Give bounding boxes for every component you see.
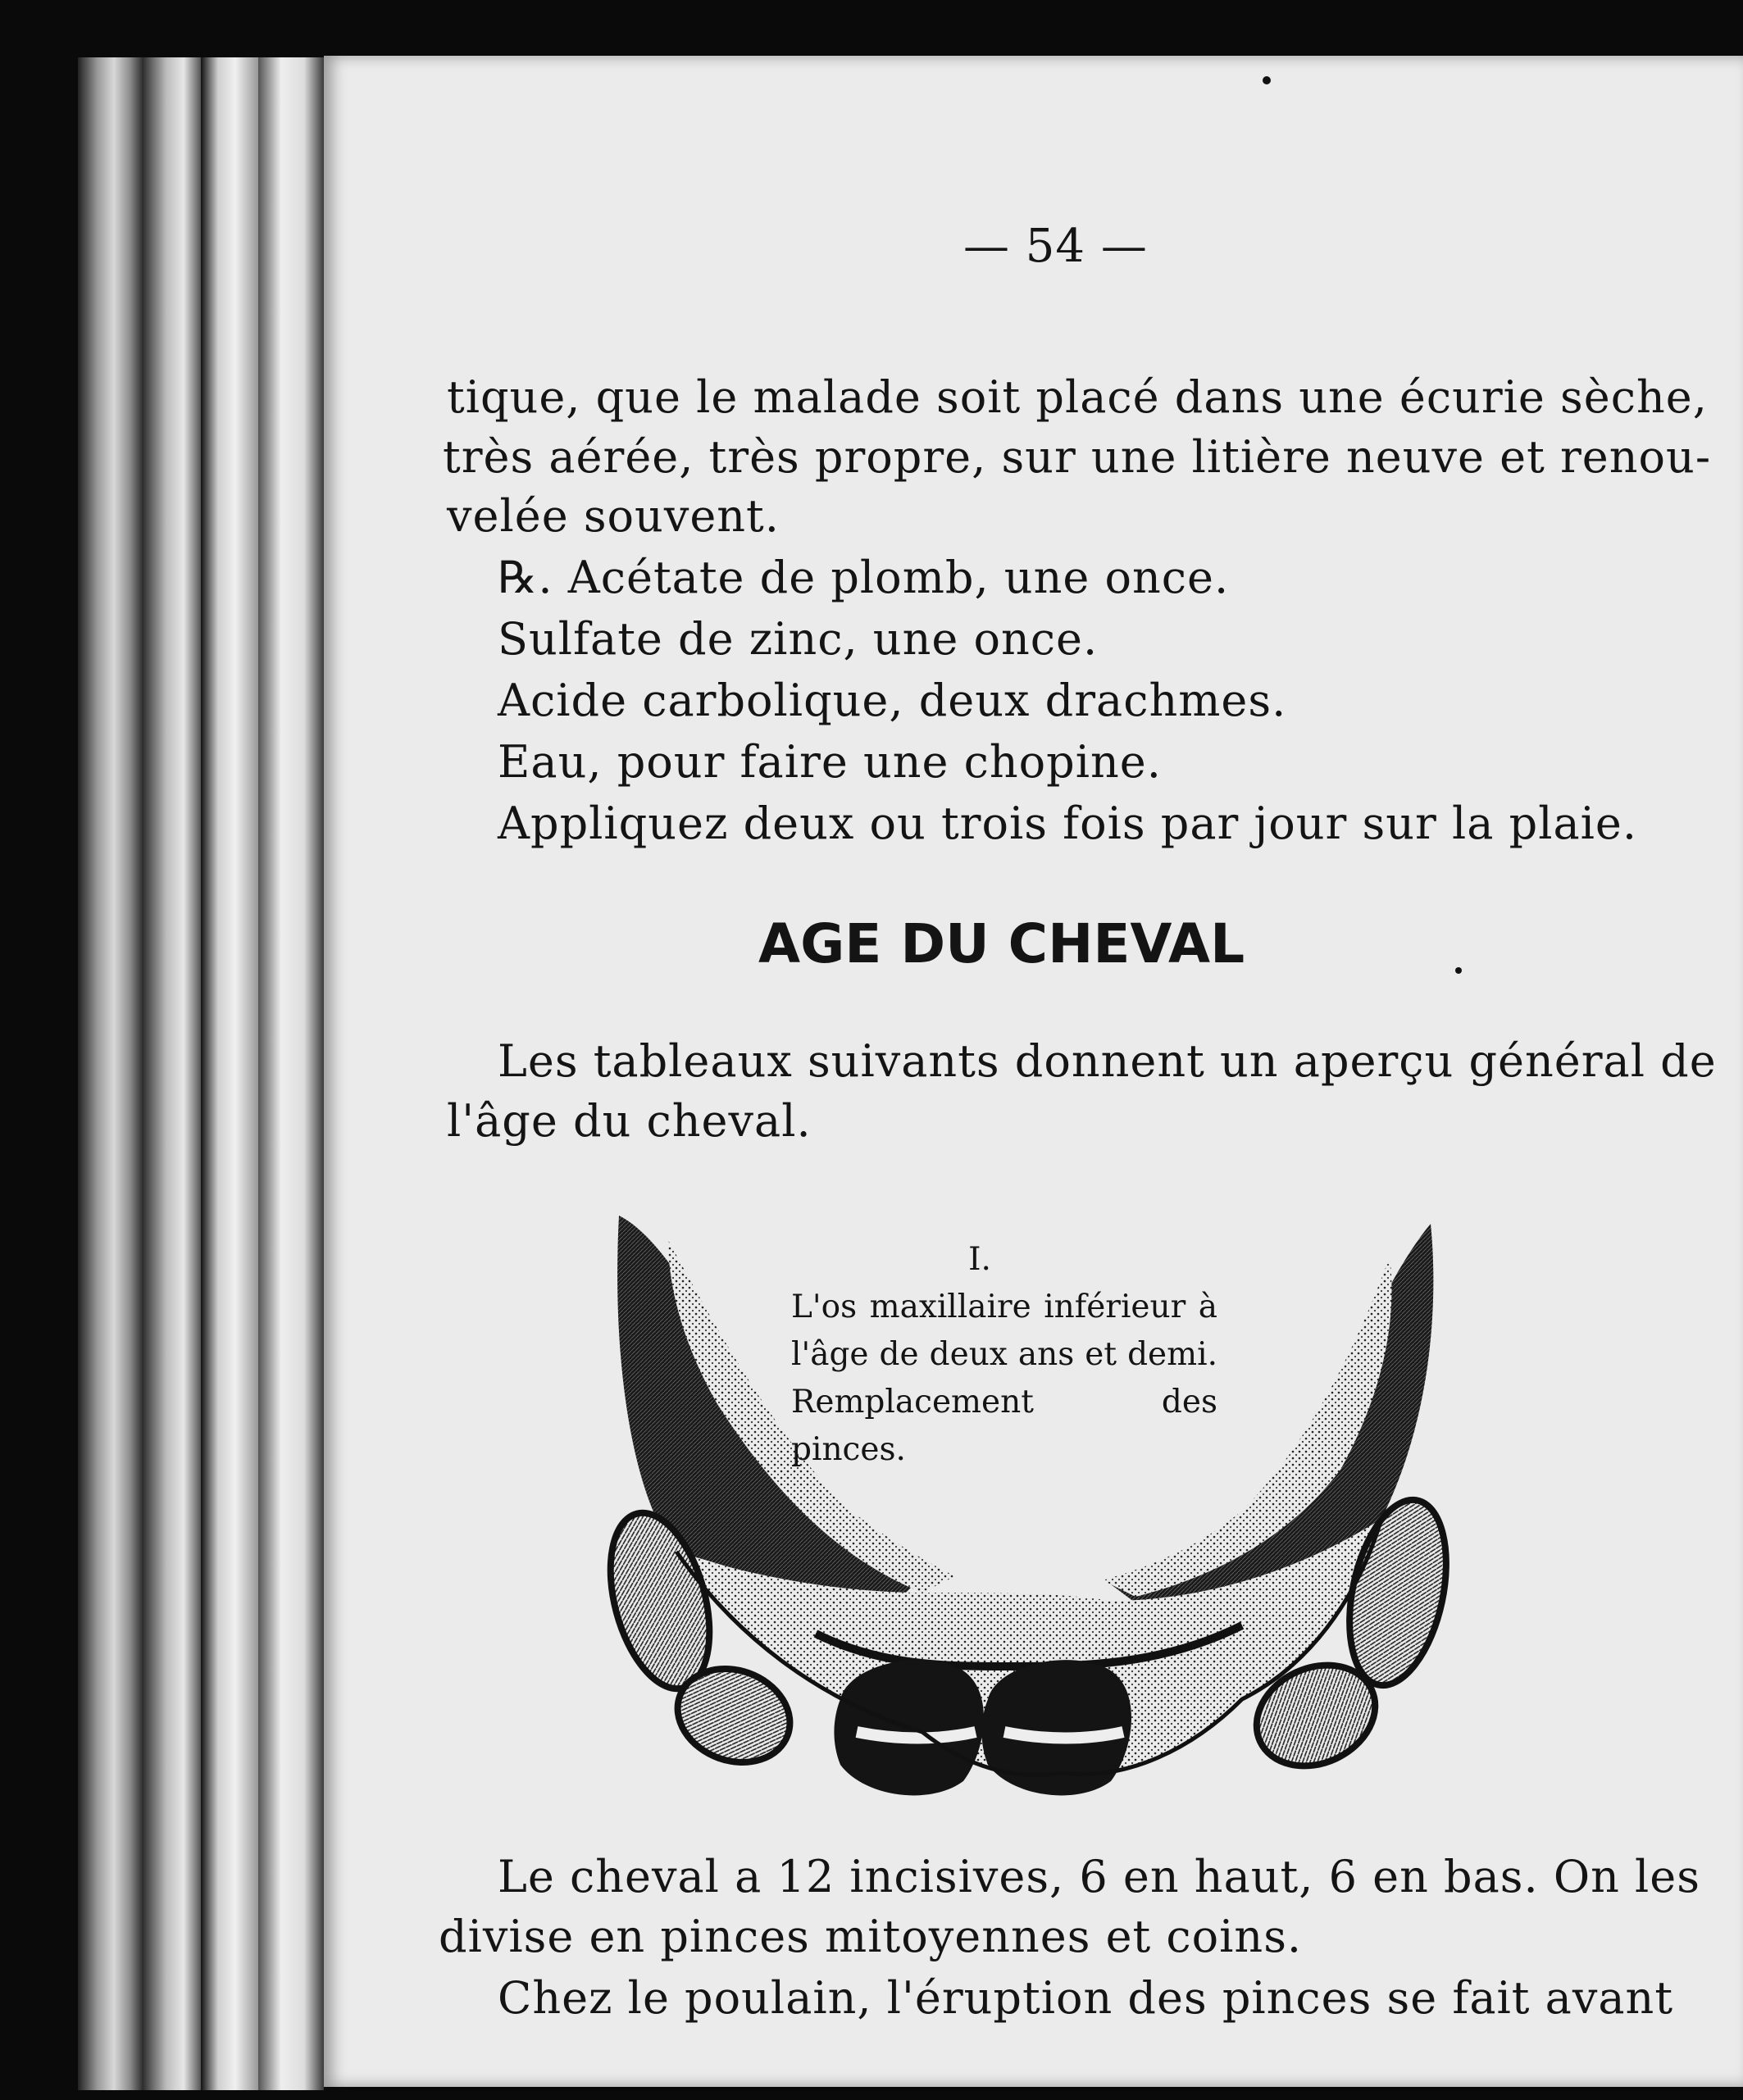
text-line: Chez le poulain, l'éruption des pinces se fait avant xyxy=(498,1972,1674,2024)
book-edge xyxy=(78,57,143,2090)
text-line: très aérée, très propre, sur une litière neuve et renou- xyxy=(443,431,1712,483)
figure-number: I. xyxy=(968,1241,991,1278)
figure-caption xyxy=(791,1236,1217,1474)
text-line: divise en pinces mitoyennes et coins. xyxy=(439,1911,1303,1962)
text-line: Les tableaux suivants donnent un aperçu général de xyxy=(498,1035,1717,1087)
book-edge xyxy=(258,57,324,2090)
recipe-line: ℞. Acétate de plomb, une once. xyxy=(498,552,1230,603)
book-page xyxy=(324,56,1743,2087)
text-line: velée souvent. xyxy=(447,490,780,542)
figure-caption-text: L'os maxillaire inférieur à l'âge de deux ans et demi. Remplacement des pinces. xyxy=(791,1289,1217,1468)
recipe-line: Sulfate de zinc, une once. xyxy=(498,613,1099,665)
section-heading: AGE DU CHEVAL xyxy=(758,912,1245,975)
text-line: Le cheval a 12 incisives, 6 en haut, 6 en bas. On les xyxy=(498,1851,1700,1902)
recipe-line: Appliquez deux ou trois fois par jour sur la plaie. xyxy=(498,798,1638,849)
text-line: tique, que le malade soit placé dans une écurie sèche, xyxy=(447,371,1708,423)
recipe-line: Eau, pour faire une chopine. xyxy=(498,736,1162,788)
speck xyxy=(1455,967,1462,974)
book-edge xyxy=(201,57,258,2090)
recipe-line: Acide carbolique, deux drachmes. xyxy=(498,675,1287,726)
speck xyxy=(1263,76,1271,84)
page-number: — 54 — xyxy=(963,220,1148,273)
text-line: l'âge du cheval. xyxy=(447,1095,812,1147)
book-edge xyxy=(143,57,201,2090)
